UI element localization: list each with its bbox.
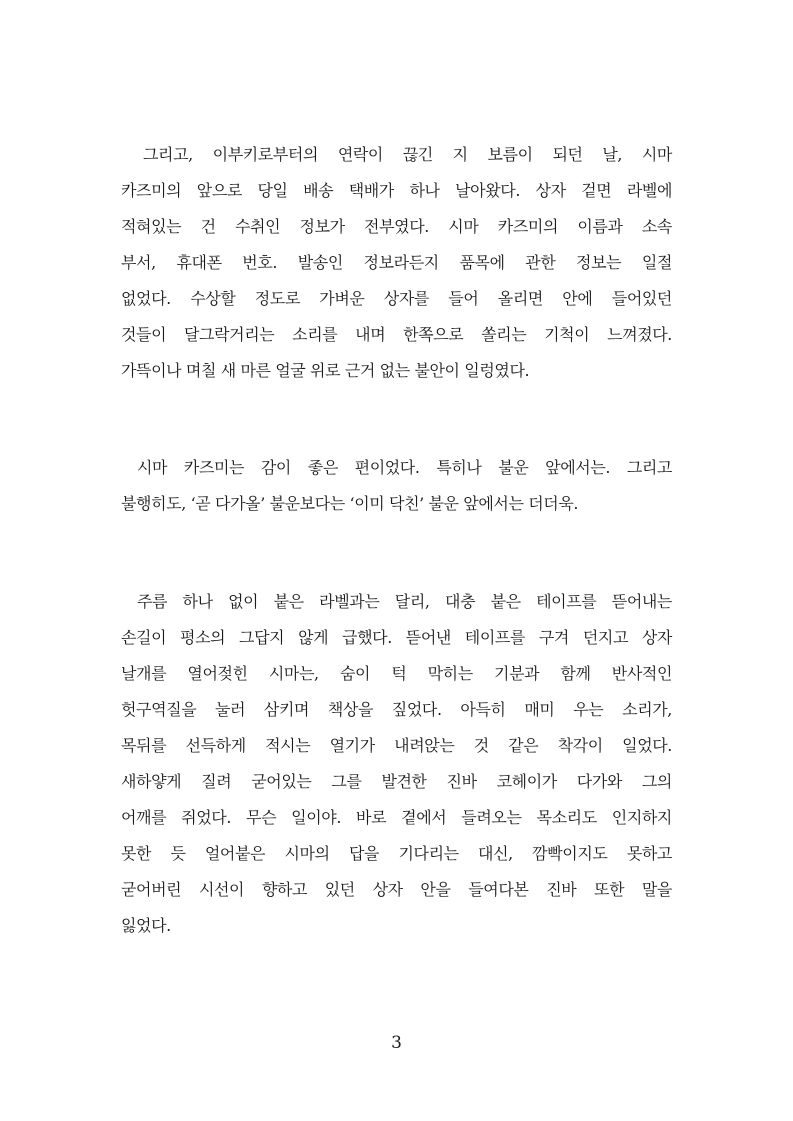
text-line: 가뜩이나 며칠 새 마른 얼굴 위로 근거 없는 불안이 일렁였다. xyxy=(121,361,530,380)
text-line: 새하얗게 질려 굳어있는 그를 발견한 진바 코헤이가 다가와 그의 xyxy=(121,772,672,791)
text-line: 어깨를 쥐었다. 무슨 일이야. 바로 곁에서 들려오는 목소리도 인지하지 xyxy=(121,808,672,827)
text-line: 손길이 평소의 그답지 않게 급했다. 뜯어낸 테이프를 구겨 던지고 상자 xyxy=(121,628,672,647)
text-line: 잃었다. xyxy=(121,916,171,935)
text-line: 시마 카즈미는 감이 좋은 편이었다. 특히나 불운 앞에서는. 그리고 xyxy=(137,458,672,477)
page-number: 3 xyxy=(391,1033,402,1053)
text-line: 불행히도, ‘곧 다가올’ 불운보다는 ‘이미 닥친’ 불운 앞에서는 더더욱. xyxy=(121,494,579,513)
text-line: 주름 하나 없이 붙은 라벨과는 달리, 대충 붙은 테이프를 뜯어내는 xyxy=(137,592,672,611)
text-line: 부서, 휴대폰 번호. 발송인 정보라든지 품목에 관한 정보는 일절 xyxy=(121,253,672,272)
text-line: 헛구역질을 눌러 삼키며 책상을 짚었다. 아득히 매미 우는 소리가, xyxy=(121,700,672,719)
text-line: 굳어버린 시선이 향하고 있던 상자 안을 들여다본 진바 또한 말을 xyxy=(121,880,672,899)
text-line: 것들이 달그락거리는 소리를 내며 한쪽으로 쏠리는 기척이 느껴졌다. xyxy=(121,325,672,344)
text-line: 없었다. 수상할 정도로 가벼운 상자를 들어 올리면 안에 들어있던 xyxy=(121,289,672,308)
text-line: 카즈미의 앞으로 당일 배송 택배가 하나 날아왔다. 상자 겉면 라벨에 xyxy=(121,181,672,200)
text-line: 그리고, 이부키로부터의 연락이 끊긴 지 보름이 되던 날, 시마 xyxy=(143,145,672,164)
text-line: 목뒤를 선득하게 적시는 열기가 내려앉는 것 같은 착각이 일었다. xyxy=(121,736,672,755)
text-line: 날개를 열어젖힌 시마는, 숨이 턱 막히는 기분과 함께 반사적인 xyxy=(121,664,672,683)
text-line: 못한 듯 얼어붙은 시마의 답을 기다리는 대신, 깜빡이지도 못하고 xyxy=(121,844,672,863)
text-line: 적혀있는 건 수취인 정보가 전부였다. 시마 카즈미의 이름과 소속 xyxy=(121,217,672,236)
